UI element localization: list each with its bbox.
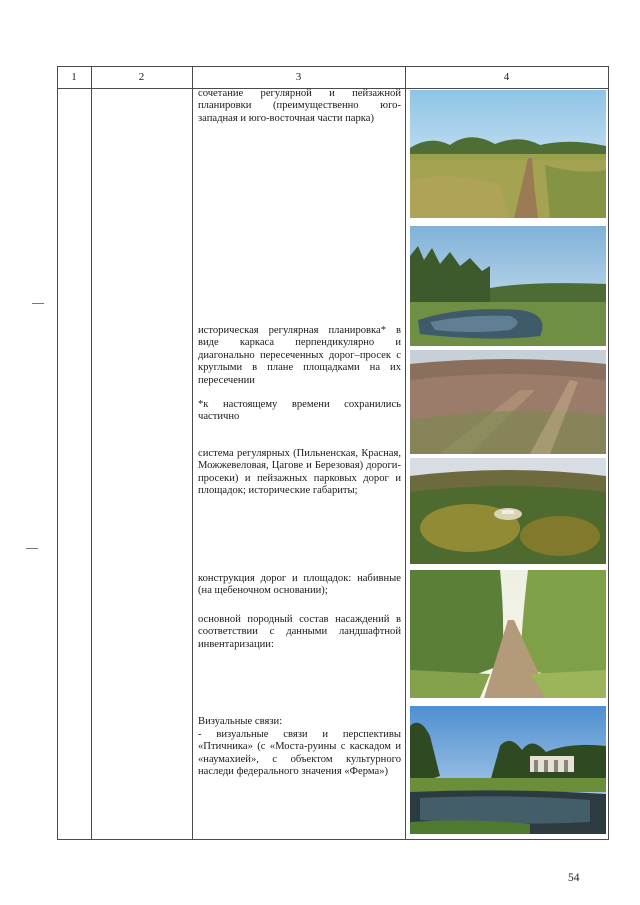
meadow-road-photo xyxy=(410,90,606,218)
scan-mark xyxy=(32,303,44,304)
table-border-left xyxy=(57,66,58,840)
table-header-col-3: 3 xyxy=(295,71,302,83)
footnote: *к настоящему времени сохранились частично xyxy=(198,399,401,423)
text-block-historic-planning xyxy=(198,325,401,387)
pond-forest-photo xyxy=(410,226,606,346)
text-block-planning-combo xyxy=(198,88,401,125)
table-border-bottom xyxy=(57,839,609,840)
table-header-col-2: 2 xyxy=(138,71,145,83)
scan-mark xyxy=(26,548,38,549)
text-block-plantings xyxy=(198,614,401,651)
paragraph: сочетание регулярной и пейзажной планировки (преимущественно юго-западная и юго-восточная части парка) xyxy=(198,88,401,124)
table-header-col-4: 4 xyxy=(503,71,510,83)
paragraph: Визуальные связи: xyxy=(198,716,283,727)
text-block-visual-links-title xyxy=(198,716,401,728)
text-block-road-system xyxy=(198,448,401,498)
aerial-autumn-forest-photo xyxy=(410,458,606,564)
pond-ferma-ruins-photo xyxy=(410,706,606,834)
text-block-road-construction xyxy=(198,573,401,598)
page-number: 54 xyxy=(568,872,580,884)
table-divider-1 xyxy=(91,66,92,840)
paragraph: историческая регулярная планировка* в виде каркаса перпендикулярно и диагонально пересеченных дорог–просек с круглыми в плане площадками на их пересечении xyxy=(198,325,401,386)
table-header-col-1: 1 xyxy=(71,71,77,83)
paragraph: основной породный состав насаждений в соответствии с данными ландшафтной инвентаризации: xyxy=(198,614,401,650)
paragraph: система регулярных (Пильненская, Красная, Можжевеловая, Цагове и Березовая) дороги-просеки) и пейзажных парковых дорог и площадок; исторические габариты; xyxy=(198,448,401,497)
text-block-visual-links xyxy=(198,729,401,779)
table-divider-2 xyxy=(192,66,193,840)
forest-alley-photo xyxy=(410,570,606,698)
table-divider-3 xyxy=(405,66,406,840)
paragraph: конструкция дорог и площадок: набивные (на щебеночном основании); xyxy=(198,573,401,597)
table-border-right xyxy=(608,66,609,840)
paragraph: - визуальные связи и перспективы «Птичника» (с «Моста-руины с каскадом и «наумахией», с объектом культурного наследи федерального значения «Ферма») xyxy=(198,729,401,778)
aerial-forest-photo xyxy=(410,350,606,454)
text-block-footnote xyxy=(198,399,401,424)
